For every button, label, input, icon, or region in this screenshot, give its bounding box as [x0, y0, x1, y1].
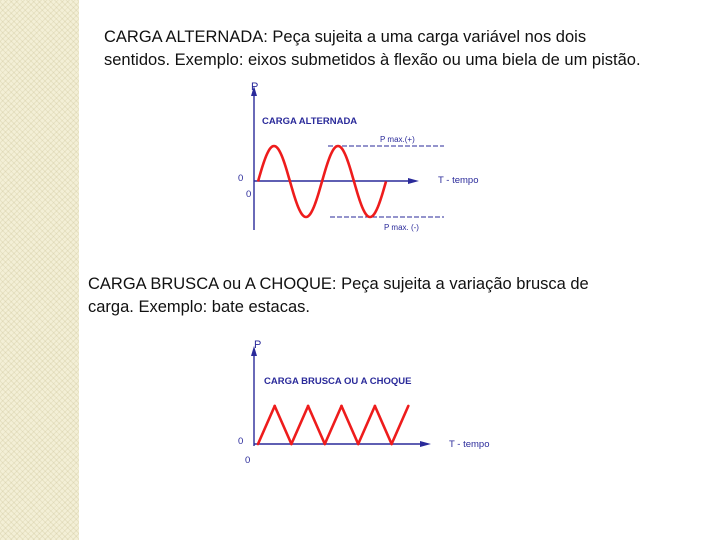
pmax-positive-label: P max.(+) — [380, 135, 415, 144]
origin-label-left: 0 — [238, 173, 244, 184]
decorative-side-strip — [0, 0, 79, 540]
origin-label-below: 0 — [246, 189, 252, 200]
sawtooth-segment — [358, 406, 375, 444]
sawtooth-segment — [291, 406, 308, 444]
chart-title: CARGA BRUSCA OU A CHOQUE — [264, 376, 412, 387]
pmax-negative-label: P max. (-) — [384, 223, 419, 232]
x-axis-label: T - tempo — [438, 175, 479, 186]
sawtooth-segment — [275, 406, 292, 444]
chart-carga-brusca — [232, 332, 492, 472]
chart-carga-alternada — [232, 80, 492, 240]
sawtooth-segment — [325, 406, 342, 444]
paragraph-carga-brusca — [88, 273, 688, 319]
sawtooth-segment — [308, 406, 325, 444]
paragraph-line: carga. Exemplo: bate estacas. — [88, 298, 310, 316]
paragraph-carga-alternada — [104, 26, 704, 72]
origin-label-left: 0 — [238, 436, 244, 447]
origin-label-below: 0 — [245, 455, 251, 466]
x-axis-label: T - tempo — [449, 439, 490, 450]
x-axis-arrow — [408, 178, 419, 184]
y-axis-label: P — [254, 339, 262, 351]
paragraph-line: sentidos. Exemplo: eixos submetidos à flexão ou uma biela de um pistão. — [104, 51, 641, 69]
sawtooth-curve — [258, 406, 408, 444]
sawtooth-segment — [392, 406, 409, 444]
sawtooth-segment — [375, 406, 392, 444]
sawtooth-segment — [342, 406, 359, 444]
sawtooth-segment — [258, 406, 275, 444]
chart-title: CARGA ALTERNADA — [262, 116, 358, 127]
x-axis-arrow — [420, 441, 431, 447]
paragraph-line: CARGA ALTERNADA: Peça sujeita a uma carga variável nos dois — [104, 28, 587, 46]
paragraph-line: CARGA BRUSCA ou A CHOQUE: Peça sujeita a variação brusca de — [88, 275, 589, 293]
y-axis-label: P — [251, 81, 259, 93]
